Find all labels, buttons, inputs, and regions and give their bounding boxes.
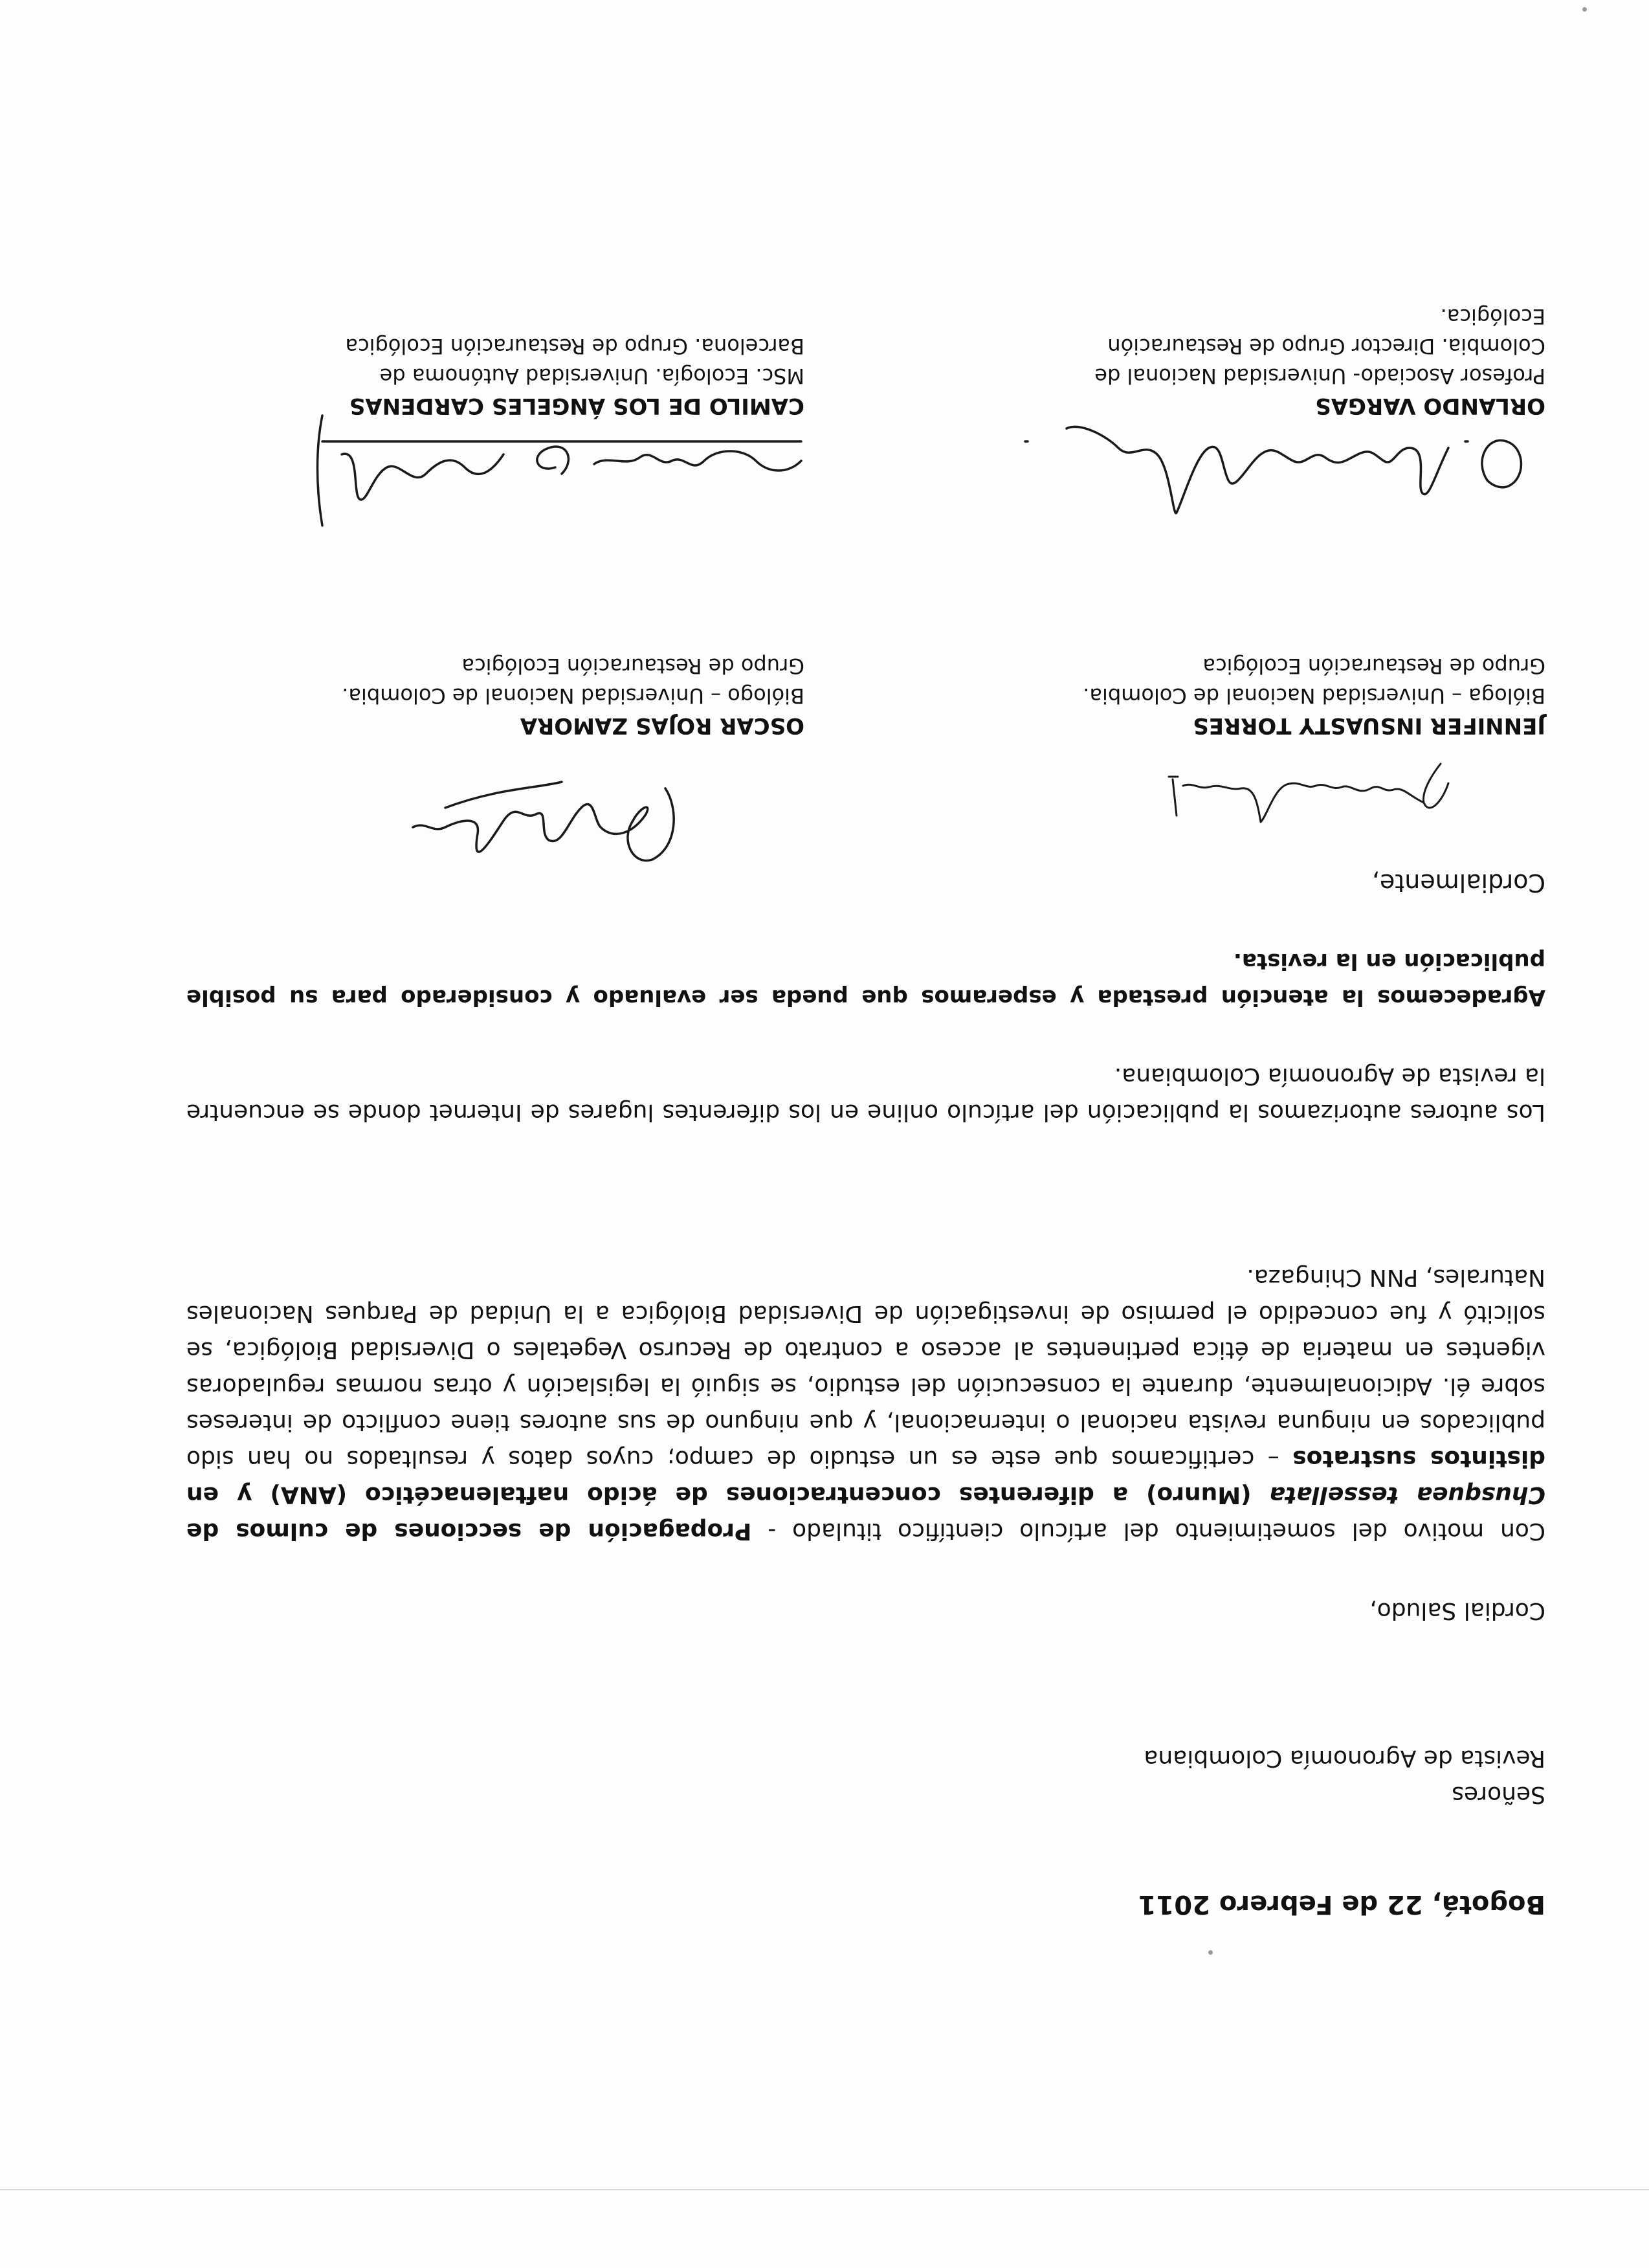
article-title-end: (Munro) a diferentes concentraciones de ácido naftalenacético (ANA) y en distintos sustratos — [186, 1445, 1545, 1508]
signatory-name: JENNIFER INSUASTY TORRES — [1193, 713, 1545, 739]
signatory-affiliation-cont: Colombia. Director Grupo de Restauración — [1107, 334, 1545, 359]
signature-orlando — [950, 409, 1533, 539]
signatory-name: OSCAR ROJAS ZAMORA — [520, 713, 804, 739]
signature-camilo — [309, 409, 814, 539]
signatory-camilo — [190, 331, 804, 421]
article-title-start: Propagación de secciones de culmos de — [186, 1518, 752, 1544]
signatory-group: Barcelona. Grupo de Restauración Ecológica — [345, 334, 804, 359]
recipient-line-2: Revista de Agronomía Colombiana — [1144, 1745, 1545, 1772]
body-paragraph-3: Agradecemos la atención prestada y esperamos que pueda ser evaluado y considerado para su posible publicación en la revista. — [186, 948, 1545, 1010]
recipient-line-1: Señores — [1452, 1781, 1545, 1808]
article-title-species: Chusquea tessellata — [1269, 1482, 1545, 1508]
signatory-group: Grupo de Restauración Ecológica — [1202, 654, 1545, 678]
scan-edge-line — [0, 2189, 1649, 2190]
body-paragraph-1 — [186, 1259, 1545, 1549]
signatory-affiliation: Bióloga – Universidad Nacional de Colombia. — [1083, 684, 1545, 708]
recipient-block — [186, 1740, 1545, 1812]
body-paragraph-2: Los autores autorizamos la publicación del artículo online en los diferentes lugares de Internet donde se encuentre la revista de Agronomía Colombiana. — [186, 1063, 1545, 1126]
letter-date: Bogotá, 22 de Febrero 2011 — [1138, 1889, 1545, 1919]
signatory-group: Grupo de Restauración Ecológica — [461, 654, 804, 678]
signatory-affiliation: Profesor Asociado- Universidad Nacional de — [1094, 364, 1545, 388]
signature-jennifer — [1157, 757, 1455, 841]
signatory-affiliation: Biólogo – Universidad Nacional de Colombia. — [342, 684, 804, 708]
scan-speck — [1582, 7, 1587, 12]
signatory-affiliation: MSc. Ecología. Universidad Autónoma de — [379, 364, 804, 388]
scan-speck — [1208, 1950, 1213, 1955]
signatory-orlando — [931, 302, 1545, 421]
signatory-name: ORLANDO VARGAS — [1315, 393, 1545, 419]
signatory-oscar — [190, 651, 804, 740]
closing: Cordialmente, — [1371, 869, 1545, 897]
body1-rest: – certificamos que este es un estudio de campo; cuyos datos y resultados no han sido publicados en ninguna revista nacional o internacional, y que ninguno de sus autores tiene conflicto de intereses sobre él. Adicionalmente, durante la consecución del estudio, se siguió la legislación y otras normas reguladoras vigentes en materia de ética pertinentes al acceso a contrato de Recurso Vegetales o Diversidad Biológica, se solicitó y fue concedido el permiso de investigación de Diversidad Biológica a la Unidad de Parques Nacionales Naturales, PNN Chingaza. — [186, 1264, 1545, 1472]
signatory-group: Ecológica. — [1440, 304, 1545, 329]
body1-intro: Con motivo del sometimiento del artículo científico titulado - — [751, 1518, 1545, 1544]
signature-oscar — [406, 756, 691, 885]
salutation: Cordial Saludo, — [1369, 1597, 1545, 1624]
signatory-jennifer — [931, 651, 1545, 740]
signatory-name: CAMILO DE LOS ÁNGELES CARDENAS — [349, 393, 804, 419]
